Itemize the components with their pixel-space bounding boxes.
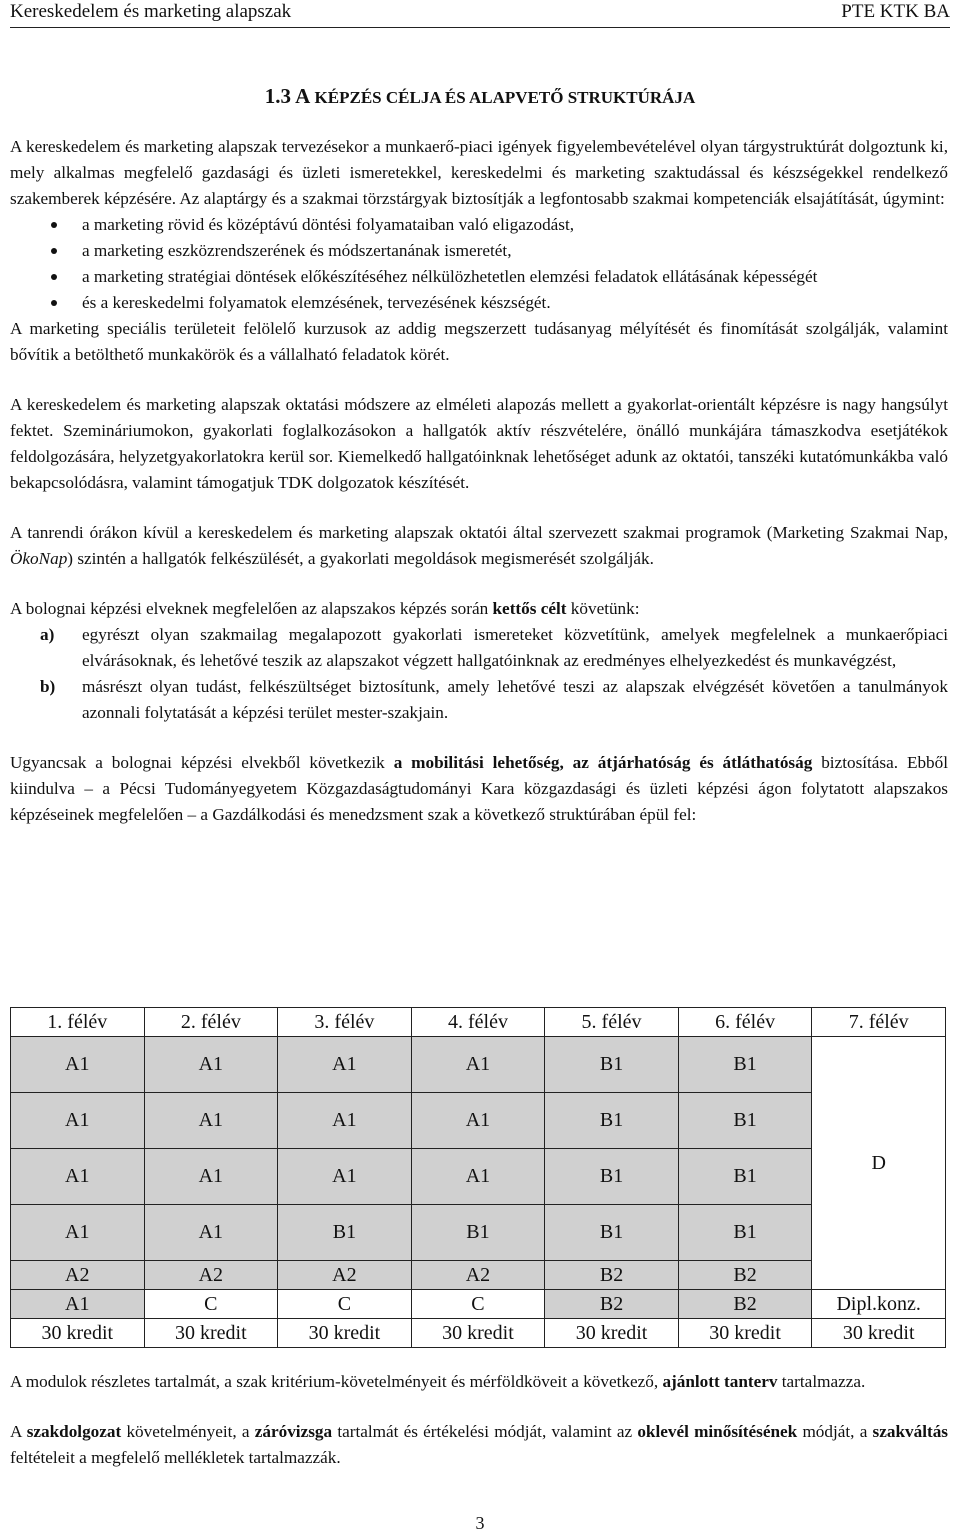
thesis-bold-3: oklevél minősítésének — [637, 1422, 798, 1441]
table-cell: A1 — [11, 1205, 145, 1261]
table-header-cell: 1. félév — [11, 1008, 145, 1037]
programs-text-b: ) szintén a hallgatók felkészülését, a gyakorlati megoldások megismerését szolgálják. — [67, 549, 654, 568]
table-header-cell: 6. félév — [678, 1008, 812, 1037]
table-cell: B2 — [545, 1261, 679, 1290]
table-cell: A1 — [144, 1093, 278, 1149]
table-cell: A2 — [11, 1261, 145, 1290]
goals-text-a: A bolognai képzési elveknek megfelelően az alapszakos képzés során — [10, 599, 493, 618]
goal-item — [10, 622, 948, 674]
goal-text: egyrészt olyan szakmailag megalapozott gyakorlati ismereteket közvetítünk, amelyek megfelelnek a munkaerőpiaci elvárásoknak, és lehetővé teszik az alapszakot végzett hallgatóinknak az eredményes elhelyezkedést és munkavégzést, — [82, 625, 948, 670]
goal-label: a) — [40, 625, 55, 644]
table-cell: 30 kredit — [411, 1319, 545, 1348]
table-cell: A1 — [278, 1093, 412, 1149]
mobility-text-bold: a mobilitási lehetőség, az átjárhatóság és átláthatóság — [393, 753, 813, 772]
table-row — [11, 1149, 946, 1205]
competence-list — [10, 212, 948, 316]
body-text — [10, 134, 948, 828]
table-cell: B2 — [678, 1290, 812, 1319]
table-cell: A1 — [144, 1037, 278, 1093]
thesis-bold-1: szakdolgozat — [26, 1422, 122, 1441]
table-cell: B2 — [545, 1290, 679, 1319]
programs-text-a: A tanrendi órákon kívül a kereskedelem és marketing alapszak oktatói által szervezett szakmai programok (Marketing Szakmai Nap, — [10, 523, 948, 542]
table-cell: A1 — [144, 1205, 278, 1261]
table-row — [11, 1037, 946, 1093]
thesis-text-e: módját, a — [797, 1422, 873, 1441]
table-cell: A1 — [411, 1149, 545, 1205]
table-cell: B1 — [545, 1149, 679, 1205]
curriculum-text-bold: ajánlott tanterv — [662, 1372, 778, 1391]
mobility-text-a: Ugyancsak a bolognai képzési elvekből következik — [10, 753, 394, 772]
list-item: a marketing rövid és középtávú döntési folyamataiban való eligazodást, — [10, 212, 948, 238]
curriculum-text-a: A modulok részletes tartalmát, a szak kritérium-követelményeit és mérföldköveit a következő, — [10, 1372, 663, 1391]
table-cell: 30 kredit — [278, 1319, 412, 1348]
table-cell: A1 — [11, 1037, 145, 1093]
table-cell: 30 kredit — [678, 1319, 812, 1348]
table-cell: A1 — [11, 1093, 145, 1149]
table-cell: B2 — [678, 1261, 812, 1290]
table-row — [11, 1290, 946, 1319]
table-row — [11, 1093, 946, 1149]
table-cell: B1 — [678, 1205, 812, 1261]
table-cell: A2 — [411, 1261, 545, 1290]
table-cell: B1 — [678, 1149, 812, 1205]
list-item: a marketing stratégiai döntések előkészítéséhez nélkülözhetetlen elemzési feladatok ellátásának képességét — [10, 264, 948, 290]
table-row — [11, 1261, 946, 1290]
paragraph-thesis — [10, 1419, 948, 1471]
table-cell: A2 — [144, 1261, 278, 1290]
table-cell: A1 — [278, 1149, 412, 1205]
table-cell: 30 kredit — [545, 1319, 679, 1348]
table-cell: B1 — [678, 1093, 812, 1149]
table-cell: A1 — [11, 1290, 145, 1319]
paragraph-intro: A kereskedelem és marketing alapszak tervezésekor a munkaerő-piaci igények figyelembevételével olyan tárgystruktúrát dolgoztunk ki, mely alkalmas megfelelő gazdasági és üzleti ismeretekkel, kereskedelmi és marketing szaktudással és készségekkel rendelkező szakemberek képzésére. Az alaptárgy és a szakmai törzstárgyak biztosítják a legfontosabb szakmai kompetenciák elsajátítását, úgymint: — [10, 137, 948, 208]
goal-label: b) — [40, 677, 56, 696]
header-course-title: Kereskedelem és marketing alapszak — [10, 1, 292, 22]
table-cell: 30 kredit — [11, 1319, 145, 1348]
section-title-text: KÉPZÉS CÉLJA ÉS ALAPVETŐ STRUKTÚRÁJA — [310, 88, 696, 107]
paragraph-teaching-method: A kereskedelem és marketing alapszak oktatási módszere az elméleti alapozás mellett a gyakorlat-orientált képzésre is nagy hangsúlyt fektet. Szemináriumokon, gyakorlati foglalkozásokon a hallgatók aktív részvételére, önálló munkájára támaszkodva esetjátékok feldolgozására, helyzetgyakorlatokra kerül sor. Kiemelkedő hallgatóinknak lehetőséget adunk az oktatói, tanszéki kutatómunkákba való bekapcsolódásra, valamint támogatjuk TDK dolgozatok készítését. — [10, 395, 948, 492]
section-title-number: 1.3 A — [264, 84, 311, 108]
table-cell: A1 — [11, 1149, 145, 1205]
table-cell: 30 kredit — [144, 1319, 278, 1348]
list-item: a marketing eszközrendszerének és módszertanának ismeretét, — [10, 238, 948, 264]
table-credits-row — [11, 1319, 946, 1348]
table-cell: A2 — [278, 1261, 412, 1290]
section-title — [0, 83, 960, 111]
table-cell: Dipl.konz. — [812, 1290, 946, 1319]
table-cell: B1 — [678, 1037, 812, 1093]
table-cell: 30 kredit — [812, 1319, 946, 1348]
table-header-cell: 4. félév — [411, 1008, 545, 1037]
table-header-cell: 5. félév — [545, 1008, 679, 1037]
table-cell: A1 — [411, 1037, 545, 1093]
mobility-text-b: biztosítása. Ebből kiindulva – a Pécsi Tudományegyetem Közgazdaságtudományi Kara közgazdasági és üzleti képzési ágon folytatott alapszakos képzéseinek megfelelően – a Gazdálkodási és menedzsment szak a következő struktúrában épül fel: — [10, 753, 949, 824]
curriculum-text-b: tartalmazza. — [777, 1372, 866, 1391]
programs-text-em: ÖkoNap — [10, 549, 68, 568]
goal-item — [10, 674, 948, 726]
paragraph-mobility — [10, 750, 948, 828]
header-institution: PTE KTK BA — [841, 1, 950, 22]
goals-text-b: követünk: — [566, 599, 640, 618]
page-number: 3 — [475, 1513, 485, 1533]
thesis-text-c: követelményeit, a — [121, 1422, 255, 1441]
thesis-text-f: feltételeit a megfelelő mellékletek tartalmazzák. — [10, 1448, 341, 1467]
curriculum-structure-table — [10, 1007, 946, 1348]
goals-text-bold: kettős célt — [492, 599, 567, 618]
body-text-after-table — [10, 1369, 948, 1471]
table-cell-merged: D — [812, 1037, 946, 1290]
table-cell: B1 — [545, 1037, 679, 1093]
table-header-cell: 7. félév — [812, 1008, 946, 1037]
paragraph-specialization: A marketing speciális területeit felölelő kurzusok az addig megszerzett tudásanyag mélyítését és finomítását szolgálják, valamint bővítik a betölthető munkakörök és a vállalható feladatok körét. — [10, 319, 948, 364]
paragraph-programs — [10, 520, 948, 572]
table-row — [11, 1205, 946, 1261]
table-header-row — [11, 1008, 946, 1037]
table-cell: C — [411, 1290, 545, 1319]
table-cell: A1 — [144, 1149, 278, 1205]
goal-text: másrészt olyan tudást, felkészültséget biztosítunk, amely lehetővé teszi az alapszak elvégzését követően a tanulmányok azonnali folytatását a képzési terület mester-szakjain. — [82, 677, 948, 722]
table-cell: C — [278, 1290, 412, 1319]
table-header-cell: 2. félév — [144, 1008, 278, 1037]
thesis-text-d: tartalmát és értékelési módját, valamint az — [332, 1422, 638, 1441]
goals-list — [10, 622, 948, 726]
page-header — [10, 0, 950, 28]
table-cell: B1 — [411, 1205, 545, 1261]
table-cell: B1 — [278, 1205, 412, 1261]
table-cell: C — [144, 1290, 278, 1319]
thesis-text-a: A — [10, 1422, 27, 1441]
paragraph-bologna-goals — [10, 596, 948, 622]
table-cell: A1 — [278, 1037, 412, 1093]
list-item: és a kereskedelmi folyamatok elemzésének, tervezésének készségét. — [10, 290, 948, 316]
thesis-bold-2: záróvizsga — [254, 1422, 333, 1441]
table-cell: A1 — [411, 1093, 545, 1149]
table-cell: B1 — [545, 1093, 679, 1149]
thesis-bold-4: szakváltás — [872, 1422, 948, 1441]
table-cell: B1 — [545, 1205, 679, 1261]
table-header-cell: 3. félév — [278, 1008, 412, 1037]
paragraph-curriculum — [10, 1369, 948, 1395]
